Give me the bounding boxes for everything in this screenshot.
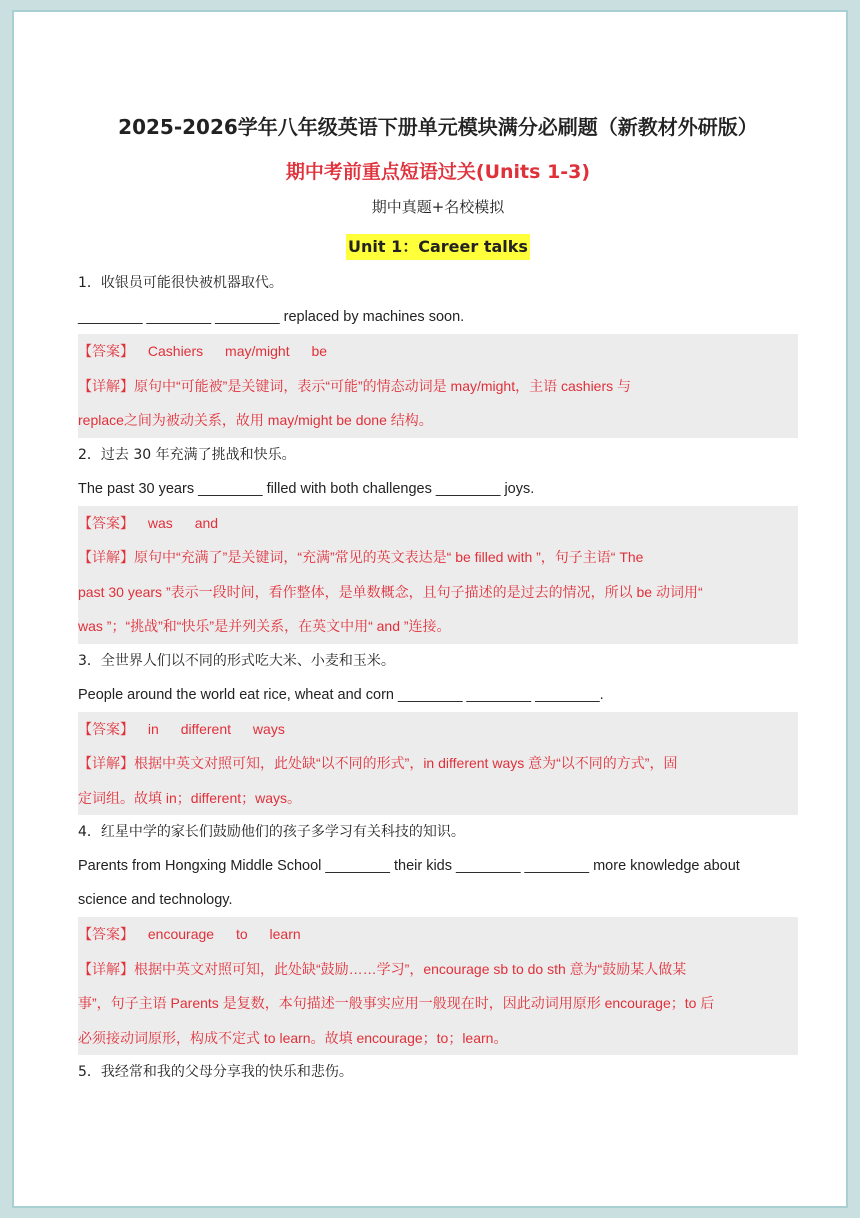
answer-value: to: [235, 926, 248, 942]
explain-text: replace之间为被动关系，故用 may/might be done 结构。: [78, 412, 433, 428]
explain-text: was ”；“挑战”和“快乐”是并列关系，在英文中用“ and ”连接。: [78, 618, 451, 634]
explain-text: 必须接动词原形，构成不定式 to learn。故填 encourage；to；learn。: [78, 1029, 508, 1046]
unit-heading: Unit 1：Career talks: [346, 234, 530, 260]
answer-block: [78, 334, 798, 438]
answer-value: encourage: [147, 926, 215, 942]
explain-line: [78, 952, 794, 987]
answer-value: learn: [269, 926, 301, 942]
answer-value: be: [311, 343, 328, 359]
explain-line: [78, 746, 794, 781]
answer-value: Cashiers: [147, 343, 204, 359]
question-chinese: 5．我经常和我的父母分享我的快乐和悲伤。: [78, 1064, 353, 1080]
answer-value: ways: [252, 720, 285, 737]
answer-value: may/might: [225, 343, 290, 359]
document-title: 2025-2026学年八年级英语下册单元模块满分必刷题（新教材外研版）: [118, 115, 758, 139]
answer-line: [78, 917, 794, 952]
answer-line: [78, 506, 794, 541]
explain-text: 原句中“充满了”是关键词，“充满”常见的英文表达是“ be filled with ”，句子主语“ The: [134, 549, 644, 565]
explain-label: 【详解】: [78, 377, 134, 394]
question-english: People around the world eat rice, wheat and corn ________ ________ ________.: [78, 686, 604, 703]
question-1: [78, 266, 798, 438]
unit-heading-wrap: [78, 234, 798, 262]
question-english: ________ ________ ________ replaced by machines soon.: [78, 309, 465, 325]
source-subtitle: 期中真题+名校模拟: [371, 198, 505, 216]
page-frame: [12, 10, 848, 1208]
answer-label: 【答案】: [78, 926, 134, 942]
explain-label: 【详解】: [78, 755, 134, 771]
answer-label: 【答案】: [78, 720, 134, 737]
document-body: [78, 112, 798, 1089]
question-3: [78, 644, 798, 816]
answer-label: 【答案】: [78, 514, 134, 531]
explain-text: 定词组。故填 in；different；ways。: [78, 789, 302, 806]
answer-value: different: [180, 720, 232, 737]
explain-label: 【详解】: [78, 960, 134, 977]
answer-block: [78, 506, 798, 644]
question-chinese: 4．红星中学的家长们鼓励他们的孩子多学习有关科技的知识。: [78, 824, 465, 840]
question-4: [78, 815, 798, 1055]
question-english: The past 30 years ________ filled with both challenges ________ joys.: [78, 480, 535, 497]
question-chinese: 3．全世界人们以不同的形式吃大米、小麦和玉米。: [78, 652, 395, 669]
explain-line: [78, 369, 794, 404]
section-subtitle: 期中考前重点短语过关(Units 1-3): [285, 161, 591, 183]
answer-value: in: [147, 720, 159, 737]
question-english: Parents from Hongxing Middle School ________ their kids ________ ________ more knowledge about: [78, 858, 740, 874]
answer-label: 【答案】: [78, 343, 134, 359]
explain-text: 原句中“可能被”是关键词，表示“可能”的情态动词是 may/might，主语 cashiers 与: [134, 377, 632, 394]
question-chinese: 2．过去 30 年充满了挑战和快乐。: [78, 446, 296, 463]
explain-text: 根据中英文对照可知，此处缺“鼓励……学习”，encourage sb to do sth 意为“鼓励某人做某: [134, 960, 687, 977]
explain-text: 根据中英文对照可知，此处缺“以不同的形式”，in different ways 意为“以不同的方式”，固: [134, 755, 678, 771]
answer-value: and: [194, 514, 219, 531]
explain-label: 【详解】: [78, 549, 134, 565]
answer-block: [78, 917, 798, 1055]
explain-line: [78, 540, 794, 575]
explain-text: past 30 years ”表示一段时间，看作整体，是单数概念，且句子描述的是过去的情况，所以 be 动词用“: [78, 583, 703, 600]
question-english: science and technology.: [78, 892, 233, 908]
explain-text: 事”，句子主语 Parents 是复数，本句描述一般事实应用一般现在时，因此动词用原形 encourage；to 后: [78, 995, 715, 1011]
question-chinese: 1．收银员可能很快被机器取代。: [78, 275, 283, 291]
question-2: [78, 438, 798, 644]
answer-block: [78, 712, 798, 816]
question-5: [78, 1055, 798, 1089]
answer-line: [78, 334, 794, 369]
answer-line: [78, 712, 794, 747]
answer-value: was: [147, 514, 173, 531]
